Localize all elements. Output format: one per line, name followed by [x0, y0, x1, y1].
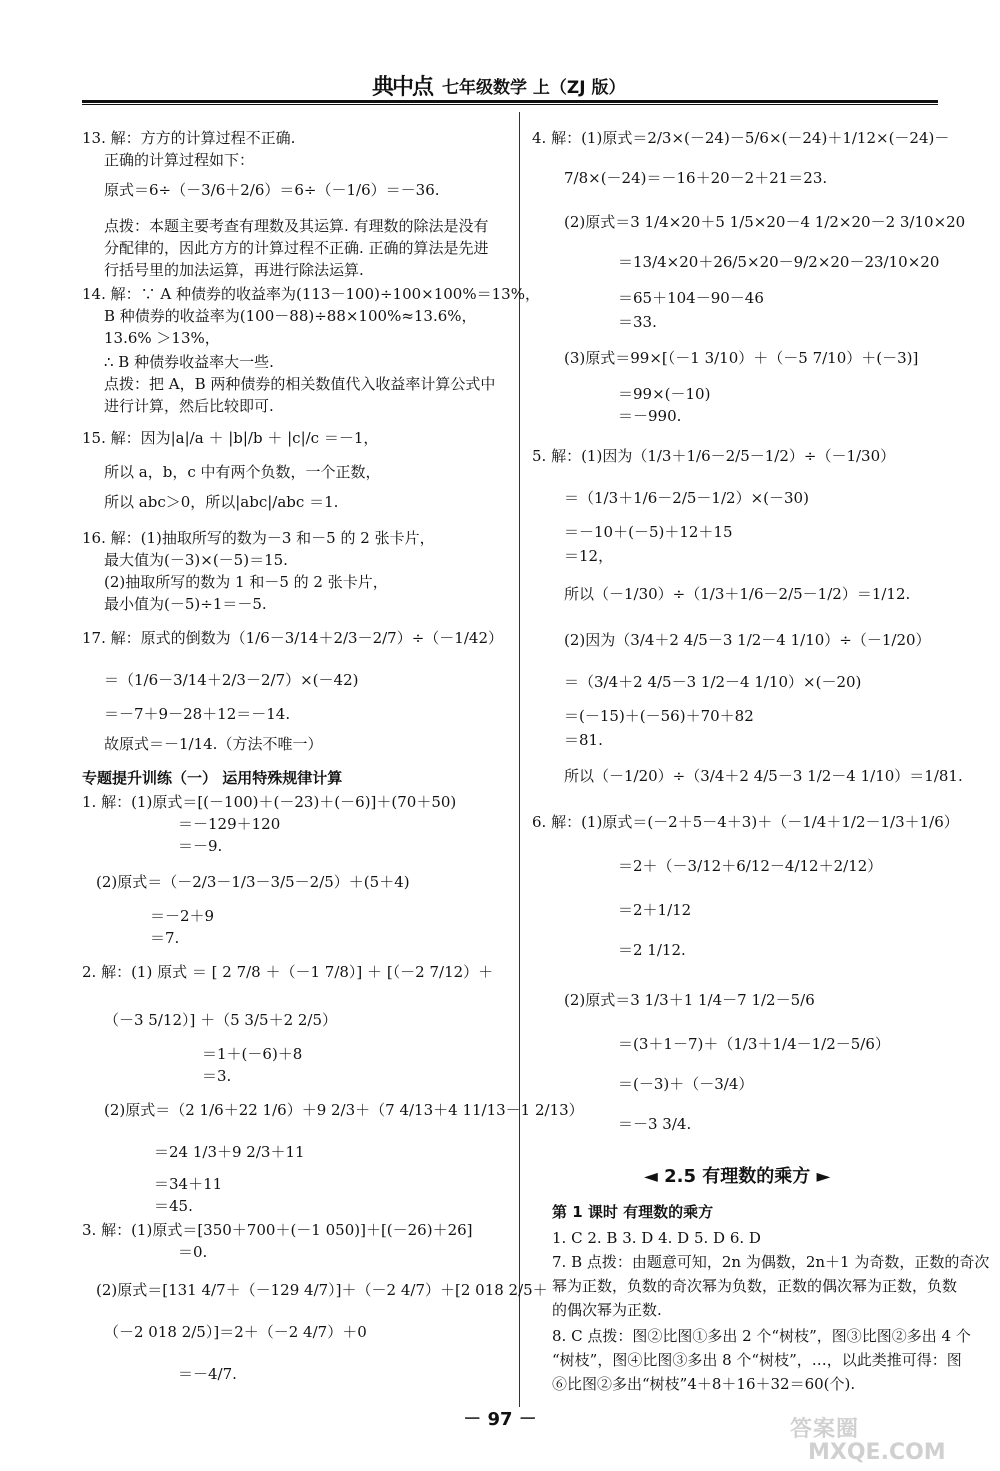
left-line: 1. 解：(1)原式＝[(－100)＋(－23)＋(－6)]＋(70＋50)	[82, 793, 457, 811]
right-line: 4. 解：(1)原式＝2/3×(－24)－5/6×(－24)＋1/12×(－24)－	[532, 129, 950, 147]
watermark-url: MXQE.COM	[808, 1440, 946, 1465]
brand-logo: 典中点	[372, 75, 433, 100]
right-line: 所以（－1/20）÷（3/4＋2 4/5－3 1/2－4 1/10）＝1/81.	[564, 767, 963, 785]
right-line: ＝－3 3/4.	[618, 1115, 692, 1133]
left-line: 所以 a，b，c 中有两个负数，一个正数，	[104, 463, 381, 481]
left-line: 13.6% ＞13%，	[104, 329, 220, 347]
right-line: 7. B 点拨：由题意可知，2n 为偶数，2n＋1 为奇数，正数的奇次	[552, 1253, 990, 1271]
left-line: ＝34＋11	[154, 1175, 223, 1193]
left-line: 3. 解：(1)原式＝[350＋700＋(－1 050)]＋[(－26)＋26]	[82, 1221, 473, 1239]
right-line: (2)因为（3/4＋2 4/5－3 1/2－4 1/10）÷（－1/20）	[564, 631, 931, 649]
section-title: ◄ 2.5 有理数的乘方 ►	[644, 1166, 831, 1187]
left-line: ＝－4/7.	[178, 1365, 237, 1383]
page-number: － 97 －	[463, 1409, 537, 1430]
column-divider	[519, 112, 520, 1407]
right-line: 5. 解：(1)因为（1/3＋1/6－2/5－1/2）÷（－1/30）	[532, 447, 896, 465]
left-line: ＝－7＋9－28＋12＝－14.	[104, 705, 291, 723]
left-line: 最小值为(－5)÷1＝－5.	[104, 595, 267, 613]
left-line: ＝0.	[178, 1243, 208, 1261]
right-line: ＝2＋（－3/12＋6/12－4/12＋2/12）	[618, 857, 883, 875]
right-line: ＝13/4×20＋26/5×20－9/2×20－23/10×20	[618, 253, 940, 271]
right-line: ＝2 1/12.	[618, 941, 686, 959]
right-line: ＝81.	[564, 731, 603, 749]
right-line: 所以（－1/30）÷（1/3＋1/6－2/5－1/2）＝1/12.	[564, 585, 911, 603]
right-line: ＝12，	[564, 547, 614, 565]
right-line: (2)原式＝3 1/4×20＋5 1/5×20－4 1/2×20－2 3/10×20	[564, 213, 966, 231]
left-line: ＝（1/6－3/14＋2/3－2/7）×(－42)	[104, 671, 359, 689]
left-line: 所以 abc＞0，所以|abc|/abc ＝1.	[104, 493, 339, 511]
right-line: ＝2＋1/12	[618, 901, 692, 919]
left-line: (2)原式＝[131 4/7＋（－129 4/7）]＋（－2 4/7）＋[2 018 2/5＋	[96, 1281, 548, 1299]
page-title: 七年级数学 上（ZJ 版）	[442, 78, 626, 98]
right-line: ＝(－15)＋(－56)＋70＋82	[564, 707, 754, 725]
right-line: ＝(3＋1－7)＋（1/3＋1/4－1/2－5/6）	[618, 1035, 890, 1053]
right-line: 7/8×(－24)＝－16＋20－2＋21＝23.	[564, 169, 828, 187]
left-line: （－2 018 2/5）]＝2＋（－2 4/7）＋0	[104, 1323, 367, 1341]
left-line: 正确的计算过程如下：	[104, 151, 255, 169]
right-line: 8. C 点拨：图②比图①多出 2 个“树枝”，图③比图②多出 4 个	[552, 1327, 971, 1345]
right-line: ⑥比图②多出“树枝”4＋8＋16＋32＝60(个).	[552, 1375, 856, 1393]
left-line: 15. 解：因为|a|/a ＋ |b|/b ＋ |c|/c ＝－1，	[82, 429, 379, 447]
right-line: ＝33.	[618, 313, 657, 331]
left-line: (2)抽取所写的数为 1 和－5 的 2 张卡片，	[104, 573, 388, 591]
right-line: ＝（1/3＋1/6－2/5－1/2）×(－30)	[564, 489, 809, 507]
left-line: 14. 解：∵ A 种债券的收益率为(113－100)÷100×100%＝13%，	[82, 285, 540, 303]
left-line: (2)原式＝（2 1/6＋22 1/6）＋9 2/3＋（7 4/13＋4 11/13－1 2/13）	[104, 1101, 584, 1119]
left-line: 13. 解：方方的计算过程不正确.	[82, 129, 296, 147]
left-line: ＝－129＋120	[178, 815, 281, 833]
left-line: ＝45.	[154, 1197, 193, 1215]
left-line: B 种债券的收益率为(100－88)÷88×100%≈13.6%，	[104, 307, 477, 325]
left-line: (2)原式＝（－2/3－1/3－3/5－2/5）＋(5＋4)	[96, 873, 410, 891]
left-line: ＝3.	[202, 1067, 232, 1085]
right-line: 第 1 课时 有理数的乘方	[552, 1203, 714, 1221]
left-line: 原式＝6÷（－3/6＋2/6）＝6÷（－1/6）＝－36.	[104, 181, 440, 199]
right-line: (3)原式＝99×[（－1 3/10）＋（－5 7/10）＋(－3)]	[564, 349, 919, 367]
right-line: ＝(－3)＋（－3/4）	[618, 1075, 754, 1093]
right-line: 1. C 2. B 3. D 4. D 5. D 6. D	[552, 1229, 761, 1247]
left-line: 2. 解：(1) 原式 ＝ [ 2 7/8 ＋（－1 7/8）] ＋ [（－2 7/12）＋	[82, 963, 494, 981]
left-line: ＝－9.	[178, 837, 223, 855]
right-line: ＝（3/4＋2 4/5－3 1/2－4 1/10）×(－20)	[564, 673, 862, 691]
right-line: 6. 解：(1)原式＝(－2＋5－4＋3)＋（－1/4＋1/2－1/3＋1/6）	[532, 813, 959, 831]
left-line: 17. 解：原式的倒数为（1/6－3/14＋2/3－2/7）÷（－1/42）	[82, 629, 503, 647]
left-line: ＝7.	[150, 929, 180, 947]
right-column	[532, 0, 990, 1400]
watermark: 答案圈	[790, 1417, 860, 1442]
left-line: 故原式＝－1/14.（方法不唯一）	[104, 735, 323, 753]
right-line: (2)原式＝3 1/3＋1 1/4－7 1/2－5/6	[564, 991, 815, 1009]
left-line: 专题提升训练（一） 运用特殊规律计算	[82, 769, 343, 787]
left-line: 最大值为(－3)×(－5)＝15.	[104, 551, 288, 569]
right-line: ＝－10＋(－5)＋12＋15	[564, 523, 733, 541]
right-line: 幂为正数，负数的奇次幂为负数，正数的偶次幂为正数，负数	[552, 1277, 958, 1295]
right-line: 的偶次幂为正数.	[552, 1301, 662, 1319]
left-line: ＝24 1/3＋9 2/3＋11	[154, 1143, 305, 1161]
right-line: ＝65＋104－90－46	[618, 289, 764, 307]
left-line: 分配律的，因此方方的计算过程不正确. 正确的算法是先进	[104, 239, 489, 257]
left-line: ＝1＋(－6)＋8	[202, 1045, 303, 1063]
left-line: 行括号里的加法运算，再进行除法运算.	[104, 261, 364, 279]
right-line: “树枝”，图④比图③多出 8 个“树枝”，…，以此类推可得：图	[552, 1351, 962, 1369]
right-line: ＝99×(－10)	[618, 385, 711, 403]
left-line: ∴ B 种债券收益率大一些.	[104, 353, 274, 371]
left-line: 点拨：本题主要考查有理数及其运算. 有理数的除法是没有	[104, 217, 489, 235]
left-line: ＝－2＋9	[150, 907, 215, 925]
left-line: 进行计算，然后比较即可.	[104, 397, 274, 415]
left-line: 16. 解：(1)抽取所写的数为－3 和－5 的 2 张卡片，	[82, 529, 435, 547]
left-line: 点拨：把 A，B 两种债券的相关数值代入收益率计算公式中	[104, 375, 496, 393]
right-line: ＝－990.	[618, 407, 682, 425]
left-line: （－3 5/12）] ＋（5 3/5＋2 2/5）	[104, 1011, 338, 1029]
